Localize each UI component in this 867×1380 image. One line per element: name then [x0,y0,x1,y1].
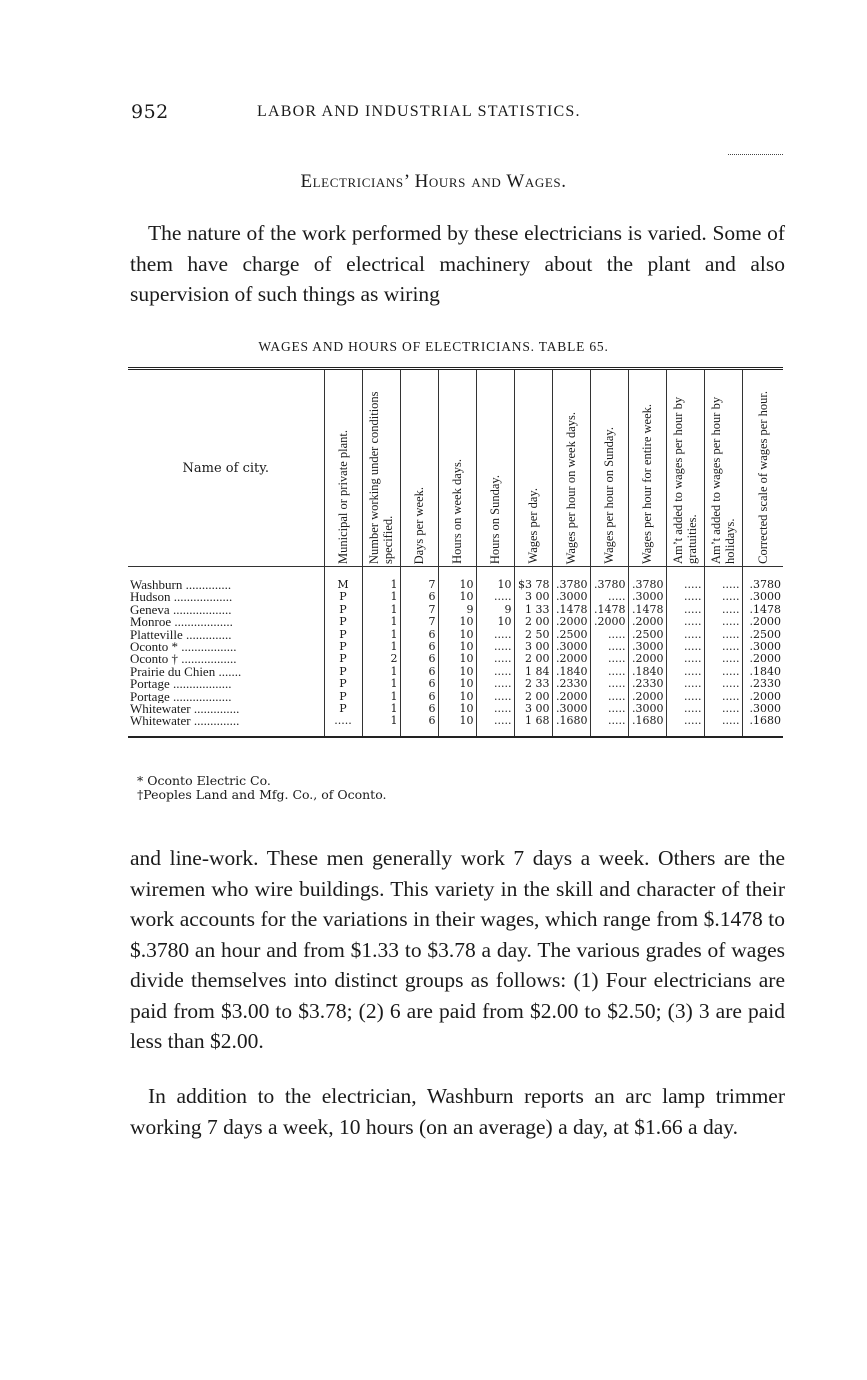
cell-gratuities: ..... [666,616,704,628]
cell-hour-entire: .1478 [628,604,666,616]
cell-hour-sunday: ..... [590,591,628,603]
cell-hours-week: 10 [438,591,476,603]
cell-wages-day: 2 33 [514,678,552,690]
cell-gratuities: ..... [666,678,704,690]
cell-hour-week: .1478 [552,604,590,616]
column-header-label: Wages per hour on week days. [564,411,578,564]
page-number: 952 [131,101,169,123]
cell-hour-entire: .2000 [628,653,666,665]
table-row [128,666,783,678]
cell-hour-sunday: ..... [590,715,628,736]
cell-hours-week: 10 [438,703,476,715]
cell-number: 1 [362,666,400,678]
cell-corrected: .2000 [742,653,783,665]
cell-days: 6 [400,653,438,665]
table-caption: WAGES AND HOURS OF ELECTRICIANS. TABLE 65. [258,339,609,354]
cell-hour-entire: .3780 [628,567,666,592]
column-header-label: Number working under conditions specified. [367,391,395,564]
table-footnotes [137,774,386,802]
cell-hour-entire: .3000 [628,641,666,653]
cell-number: 1 [362,703,400,715]
cell-hours-sunday: ..... [476,678,514,690]
cell-days: 6 [400,641,438,653]
cell-gratuities: ..... [666,666,704,678]
column-header-label: Hours on Sunday. [488,474,502,564]
cell-holidays: ..... [704,703,742,715]
cell-plant: P [324,678,362,690]
cell-holidays: ..... [704,691,742,703]
cell-hours-sunday: ..... [476,641,514,653]
cell-hour-entire: .3000 [628,703,666,715]
cell-number: 1 [362,715,400,736]
print-smudge [728,150,783,155]
cell-hour-entire: .3000 [628,591,666,603]
cell-wages-day: 2 00 [514,653,552,665]
cell-wages-day: 3 00 [514,703,552,715]
cell-hours-week: 10 [438,567,476,592]
cell-hour-sunday: ..... [590,678,628,690]
wages-table [128,367,783,738]
cell-wages-day: 1 68 [514,715,552,736]
table-row [128,629,783,641]
table-row [128,604,783,616]
cell-hours-week: 10 [438,653,476,665]
cell-holidays: ..... [704,666,742,678]
cell-wages-day: 2 50 [514,629,552,641]
column-header-hour-entire [628,369,666,567]
cell-hour-sunday: ..... [590,703,628,715]
cell-plant: M [324,567,362,592]
cell-plant: P [324,691,362,703]
cell-wages-day: 1 84 [514,666,552,678]
cell-hour-sunday: .2000 [590,616,628,628]
cell-holidays: ..... [704,604,742,616]
cell-number: 2 [362,653,400,665]
cell-hour-entire: .2330 [628,678,666,690]
cell-hours-sunday: 10 [476,567,514,592]
cell-gratuities: ..... [666,691,704,703]
footnote-oconto-electric: * Oconto Electric Co. [137,773,271,788]
cell-number: 1 [362,604,400,616]
column-header-hour-week [552,369,590,567]
cell-hour-sunday: .3780 [590,567,628,592]
cell-gratuities: ..... [666,629,704,641]
cell-plant: P [324,653,362,665]
cell-hours-week: 10 [438,641,476,653]
cell-corrected: .3780 [742,567,783,592]
column-header-label: Wages per hour for entire week. [640,403,654,564]
cell-hours-week: 10 [438,666,476,678]
column-header-hours-sunday [476,369,514,567]
cell-plant: P [324,629,362,641]
cell-wages-day: 3 00 [514,591,552,603]
cell-gratuities: ..... [666,641,704,653]
cell-city: Platteville .............. [130,628,232,642]
cell-hour-week: .3780 [552,567,590,592]
cell-hours-sunday: ..... [476,715,514,736]
footnote-peoples-land: †Peoples Land and Mfg. Co., of Oconto. [137,787,387,802]
cell-number: 1 [362,691,400,703]
cell-days: 6 [400,703,438,715]
cell-days: 6 [400,715,438,736]
cell-gratuities: ..... [666,703,704,715]
cell-hours-week: 10 [438,691,476,703]
cell-days: 6 [400,666,438,678]
cell-hour-entire: .2000 [628,691,666,703]
table-row [128,691,783,703]
cell-hour-sunday: ..... [590,691,628,703]
cell-holidays: ..... [704,591,742,603]
cell-plant: P [324,616,362,628]
cell-wages-day: 3 00 [514,641,552,653]
table-body [128,567,783,737]
cell-city: Hudson .................. [130,591,233,604]
column-header-gratuities [666,369,704,567]
cell-corrected: .3000 [742,591,783,603]
cell-plant: P [324,591,362,603]
cell-hour-week: .2500 [552,629,590,641]
cell-holidays: ..... [704,629,742,641]
running-head: LABOR AND INDUSTRIAL STATISTICS. [257,103,581,120]
cell-city: Oconto † ................. [130,653,237,666]
column-header-plant [324,369,362,567]
cell-city: Portage .................. [130,678,232,691]
cell-hours-sunday: 10 [476,616,514,628]
column-header-holidays [704,369,742,567]
cell-number: 1 [362,591,400,603]
cell-corrected: .1478 [742,604,783,616]
cell-holidays: ..... [704,678,742,690]
cell-corrected: .1840 [742,666,783,678]
cell-wages-day: 2 00 [514,691,552,703]
cell-plant: P [324,641,362,653]
cell-hour-week: .2000 [552,616,590,628]
cell-hour-sunday: .1478 [590,604,628,616]
cell-hours-sunday: 9 [476,604,514,616]
cell-city: Prairie du Chien ....... [130,665,242,679]
column-header-label: Am’t added to wages per hour by holidays. [709,396,737,564]
cell-hours-sunday: ..... [476,653,514,665]
cell-city: Whitewater .............. [130,703,240,716]
cell-hour-sunday: ..... [590,629,628,641]
cell-hour-week: .1840 [552,666,590,678]
table-row [128,616,783,628]
cell-holidays: ..... [704,567,742,592]
table-row [128,653,783,665]
cell-holidays: ..... [704,653,742,665]
cell-hour-week: .3000 [552,591,590,603]
column-header-wages-day [514,369,552,567]
cell-plant: P [324,666,362,678]
column-header-label: Municipal or private plant. [336,430,350,564]
cell-hours-week: 10 [438,678,476,690]
cell-hour-week: .3000 [552,641,590,653]
cell-hour-week: .1680 [552,715,590,736]
cell-days: 6 [400,691,438,703]
section-title: Electricians’ Hours and Wages. [300,171,567,192]
cell-days: 6 [400,678,438,690]
table-row [128,678,783,690]
cell-hour-entire: .2500 [628,629,666,641]
cell-days: 7 [400,616,438,628]
cell-number: 1 [362,629,400,641]
cell-hours-sunday: ..... [476,703,514,715]
closing-paragraph: In addition to the electrician, Washburn reports an arc lamp trimmer working 7 days a week, 10 hours (on an average) a day, at $1.66 a day. [130,1084,785,1139]
cell-corrected: .2000 [742,691,783,703]
cell-wages-day: 1 33 [514,604,552,616]
cell-hours-sunday: ..... [476,691,514,703]
cell-wages-day: $3 78 [514,567,552,592]
cell-gratuities: ..... [666,653,704,665]
cell-city: Washburn .............. [130,577,232,592]
cell-days: 6 [400,629,438,641]
cell-number: 1 [362,567,400,592]
intro-paragraph: The nature of the work performed by these electricians is varied. Some of them have charge of electrical machinery about the plant and also supervision of such things as wiring [130,221,785,306]
cell-city: Whitewater .............. [130,715,240,729]
cell-corrected: .1680 [742,715,783,736]
column-header-label: Wages per hour on Sunday. [602,427,616,564]
cell-city: Portage .................. [130,690,232,704]
cell-hour-sunday: ..... [590,666,628,678]
column-header-hours-week [438,369,476,567]
cell-days: 6 [400,591,438,603]
cell-hour-week: .2000 [552,691,590,703]
cell-gratuities: ..... [666,604,704,616]
cell-hour-week: .2000 [552,653,590,665]
column-header-label: Corrected scale of wages per hour. [755,391,770,564]
cell-hour-entire: .1840 [628,666,666,678]
cell-days: 7 [400,604,438,616]
continuation-paragraph: and line-work. These men generally work 7 days a week. Others are the wiremen who wire buildings. This variety in the skill and character of their work accounts for the variations in their wages, which range from $.1478 to $.3780 an hour and from $1.33 to $3.78 a day. The various grades of wages divide themselves into distinct groups as follows: (1) Four electricians are paid from $3.00 to $3.78; (2) 6 are paid from $2.00 to $2.50; (3) 3 are paid less than $2.00. [130,846,785,1053]
cell-holidays: ..... [704,641,742,653]
column-header-number [362,369,400,567]
table-header-row [128,369,783,567]
cell-plant: P [324,703,362,715]
column-header-label: Hours on week days. [450,459,464,564]
column-header-label: Wages per day. [526,488,540,564]
cell-corrected: .2000 [742,616,783,628]
column-header-hour-sunday [590,369,628,567]
cell-hour-entire: .2000 [628,616,666,628]
cell-gratuities: ..... [666,591,704,603]
column-header-days [400,369,438,567]
cell-hour-entire: .1680 [628,715,666,736]
cell-days: 7 [400,567,438,592]
cell-corrected: .2500 [742,629,783,641]
cell-hours-week: 9 [438,604,476,616]
table-row [128,567,783,592]
cell-hours-sunday: ..... [476,629,514,641]
column-header-city: Name of city. [128,369,324,567]
table-row [128,641,783,653]
table-row [128,715,783,736]
cell-corrected: .2330 [742,678,783,690]
cell-corrected: .3000 [742,641,783,653]
cell-number: 1 [362,616,400,628]
cell-city: Oconto * ................. [130,641,237,654]
cell-hours-sunday: ..... [476,666,514,678]
cell-hours-week: 10 [438,629,476,641]
column-header-corrected [742,369,783,567]
cell-city: Geneva .................. [130,603,232,617]
cell-number: 1 [362,678,400,690]
cell-holidays: ..... [704,715,742,736]
cell-hour-sunday: ..... [590,641,628,653]
cell-hours-week: 10 [438,715,476,736]
cell-hour-week: .3000 [552,703,590,715]
table-row [128,703,783,715]
cell-gratuities: ..... [666,567,704,592]
cell-number: 1 [362,641,400,653]
column-header-label: Am’t added to wages per hour by gratuities. [671,396,699,564]
cell-gratuities: ..... [666,715,704,736]
cell-corrected: .3000 [742,703,783,715]
column-header-label: Days per week. [412,486,426,564]
cell-wages-day: 2 00 [514,616,552,628]
cell-hours-week: 10 [438,616,476,628]
cell-hour-sunday: ..... [590,653,628,665]
cell-plant: ..... [324,715,362,736]
cell-holidays: ..... [704,616,742,628]
table-row [128,591,783,603]
cell-hours-sunday: ..... [476,591,514,603]
cell-city: Monroe .................. [130,616,233,629]
cell-hour-week: .2330 [552,678,590,690]
cell-plant: P [324,604,362,616]
